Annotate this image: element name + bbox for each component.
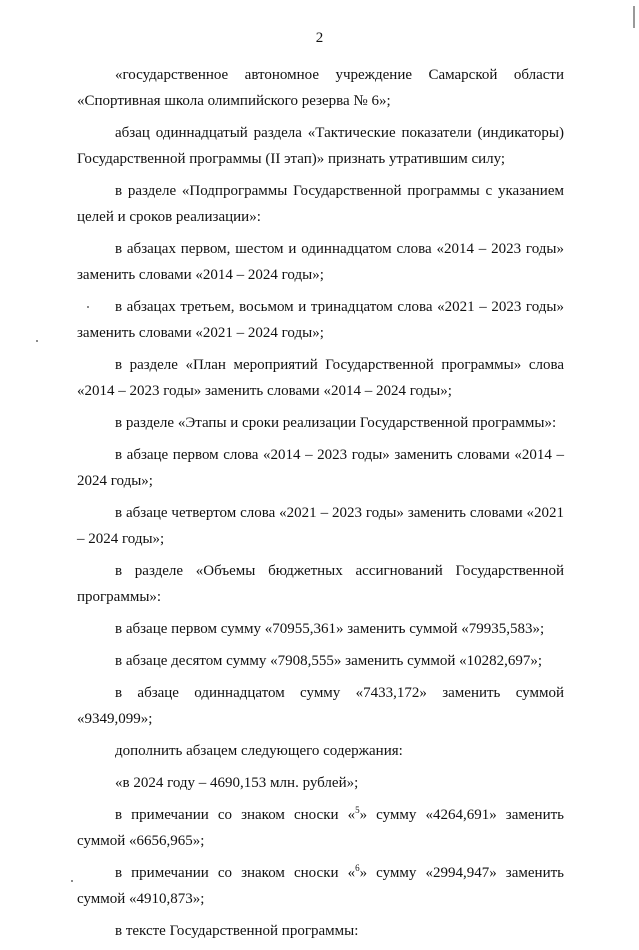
- document-body: [77, 62, 564, 950]
- footnote-paragraph: [77, 802, 564, 854]
- paragraph: в разделе «План мероприятий Государственной программы» слова «2014 – 2023 годы» заменить словами «2014 – 2024 годы»;: [77, 357, 564, 399]
- footnote-marker: 5: [355, 805, 360, 815]
- paragraph: абзац одиннадцатый раздела «Тактические показатели (индикаторы) Государственной программы (II этап)» признать утратившим силу;: [77, 125, 564, 167]
- page-number: 2: [315, 30, 324, 46]
- paragraph: в разделе «Объемы бюджетных ассигнований Государственной программы»:: [77, 563, 564, 605]
- footnote-paragraph: [77, 860, 564, 912]
- paragraph: в абзацах третьем, восьмом и тринадцатом слова «2021 – 2023 годы» заменить словами «2021 – 2024 годы»;: [77, 299, 564, 341]
- paragraph: дополнить абзацем следующего содержания:: [115, 743, 403, 759]
- paragraph: в абзаце четвертом слова «2021 – 2023 годы» заменить словами «2021 – 2024 годы»;: [77, 505, 564, 547]
- text-segment: » сумму «2994,947» заменить суммой «4910,873»;: [77, 865, 564, 907]
- text-segment: в примечании со знаком сноски «: [115, 865, 356, 881]
- paragraph: в разделе «Этапы и сроки реализации Государственной программы»:: [115, 415, 557, 431]
- scan-speck: [71, 880, 73, 882]
- paragraph: «в 2024 году – 4690,153 млн. рублей»;: [115, 775, 359, 791]
- scan-edge-mark: [633, 6, 635, 28]
- paragraph: «государственное автономное учреждение Самарской области «Спортивная школа олимпийского резерва № 6»;: [77, 67, 564, 109]
- text-segment: » сумму «4264,691» заменить суммой «6656,965»;: [77, 807, 564, 849]
- paragraph: в абзаце первом слова «2014 – 2023 годы» заменить словами «2014 – 2024 годы»;: [77, 447, 564, 489]
- paragraph: в абзаце первом сумму «70955,361» заменить суммой «79935,583»;: [115, 621, 545, 637]
- text-segment: в примечании со знаком сноски «: [115, 807, 356, 823]
- scan-speck: [87, 306, 89, 308]
- footnote-marker: 6: [355, 863, 360, 873]
- paragraph: в разделе «Подпрограммы Государственной программы с указанием целей и сроков реализации»:: [77, 183, 564, 225]
- paragraph: в тексте Государственной программы:: [115, 923, 359, 939]
- paragraph: в абзаце десятом сумму «7908,555» заменить суммой «10282,697»;: [115, 653, 543, 669]
- scan-speck: [36, 340, 38, 342]
- paragraph: в абзаце одиннадцатом сумму «7433,172» заменить суммой «9349,099»;: [77, 685, 564, 727]
- paragraph: в абзацах первом, шестом и одиннадцатом слова «2014 – 2023 годы» заменить словами «2014 – 2024 годы»;: [77, 241, 564, 283]
